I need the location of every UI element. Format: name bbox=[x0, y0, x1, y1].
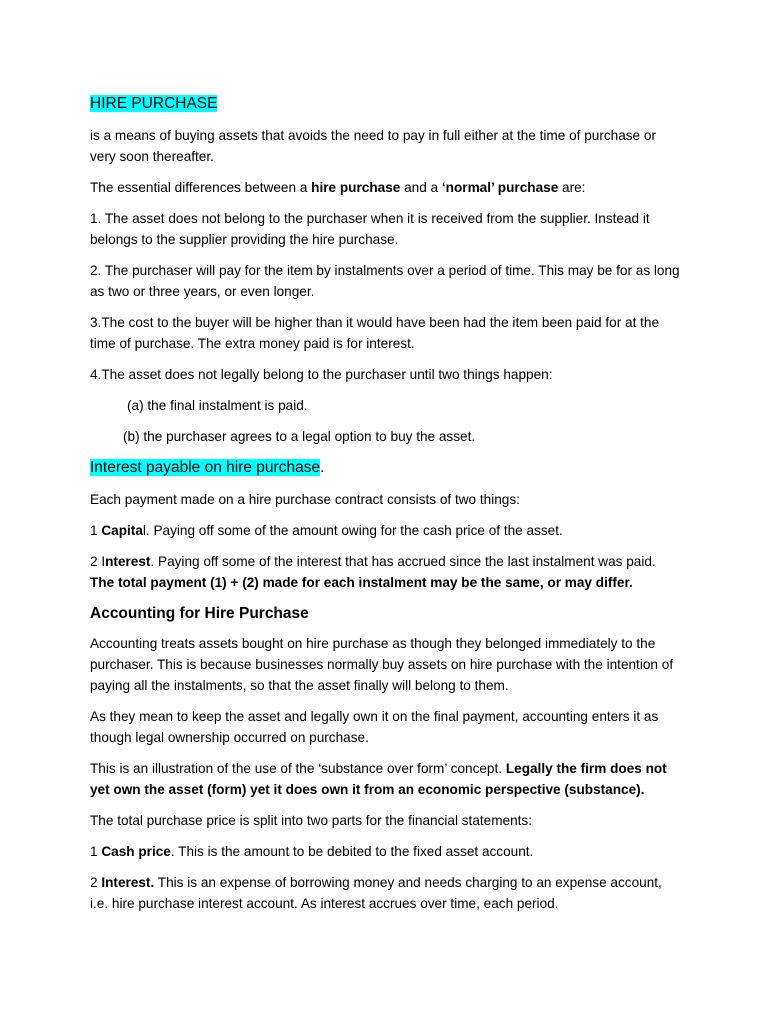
accounting-para-2: As they mean to keep the asset and legally own it on the final payment, accounting enters it as though legal ownership occurred on purchase. bbox=[90, 709, 659, 745]
point-4: 4.The asset does not legally belong to the purchaser until two things happen: bbox=[90, 367, 553, 382]
interest-item-1-term: Capita bbox=[101, 523, 143, 538]
interest-item-1-num: 1 bbox=[90, 523, 102, 538]
accounting-heading: Accounting for Hire Purchase bbox=[90, 605, 309, 622]
accounting-item-cash-price bbox=[90, 841, 680, 862]
hire-purchase-heading bbox=[90, 93, 680, 115]
interest-item-2-rest: . Paying off some of the interest that has accrued since the last instalment was paid. bbox=[150, 554, 656, 569]
document-page bbox=[90, 93, 680, 924]
accounting-item-2-term: Interest. bbox=[101, 875, 155, 890]
point-3: 3.The cost to the buyer will be higher than it would have been had the item been paid for at the time of purchase. The extra money paid is for interest. bbox=[90, 315, 660, 351]
accounting-para-1: Accounting treats assets bought on hire purchase as though they belonged immediately to the purchaser. This is because businesses normally buy assets on hire purchase with the intention of paying all the instalments, so that the asset finally will belong to them. bbox=[90, 636, 674, 693]
interest-heading bbox=[90, 457, 680, 479]
subpoint-a: (a) the final instalment is paid. bbox=[127, 398, 308, 413]
accounting-item-2-rest: This is an expense of borrowing money and needs charging to an expense account, i.e. hire purchase interest account. As interest accrues over time, each period. bbox=[90, 875, 662, 911]
interest-item-2-term: nterest bbox=[105, 554, 151, 569]
differences-term-hire: hire purchase bbox=[311, 180, 401, 195]
hire-purchase-intro: is a means of buying assets that avoids the need to pay in full either at the time of purchase or very soon thereafter. bbox=[90, 128, 656, 164]
accounting-para-3-bold: Legally the firm does not yet own the asset (form) yet it does own it from an economic perspective (substance). bbox=[90, 761, 667, 797]
interest-title-suffix: . bbox=[320, 459, 325, 476]
accounting-item-1-num: 1 bbox=[90, 844, 102, 859]
differences-sentence bbox=[90, 177, 680, 198]
accounting-item-1-term: Cash price bbox=[101, 844, 171, 859]
differences-post: are: bbox=[558, 180, 586, 195]
interest-intro: Each payment made on a hire purchase contract consists of two things: bbox=[90, 492, 520, 507]
interest-item-interest bbox=[90, 551, 680, 593]
interest-total-note: The total payment (1) + (2) made for each instalment may be the same, or may differ. bbox=[90, 575, 633, 590]
accounting-item-2-num: 2 bbox=[90, 875, 102, 890]
hire-purchase-title: HIRE PURCHASE bbox=[90, 95, 218, 112]
accounting-para-4: The total purchase price is split into two parts for the financial statements: bbox=[90, 813, 533, 828]
accounting-para-3-normal: This is an illustration of the use of the ‘substance over form’ concept. bbox=[90, 761, 506, 776]
accounting-item-1-rest: . This is the amount to be debited to the fixed asset account. bbox=[170, 844, 534, 859]
differences-pre: The essential differences between a bbox=[90, 180, 312, 195]
interest-item-capital bbox=[90, 520, 680, 541]
differences-mid: and a bbox=[400, 180, 442, 195]
subpoint-b: (b) the purchaser agrees to a legal option to buy the asset. bbox=[123, 429, 476, 444]
differences-term-normal: ‘normal’ purchase bbox=[441, 180, 559, 195]
interest-item-1-rest: l. Paying off some of the amount owing for the cash price of the asset. bbox=[142, 523, 563, 538]
interest-item-2-num: 2 I bbox=[90, 554, 106, 569]
point-2: 2. The purchaser will pay for the item by instalments over a period of time. This may be for as long as two or three years, or even longer. bbox=[90, 263, 680, 299]
accounting-para-3 bbox=[90, 758, 680, 800]
interest-title: Interest payable on hire purchase bbox=[90, 459, 321, 476]
accounting-item-interest bbox=[90, 872, 680, 914]
point-1: 1. The asset does not belong to the purchaser when it is received from the supplier. Instead it belongs to the supplier providing the hire purchase. bbox=[90, 211, 650, 247]
